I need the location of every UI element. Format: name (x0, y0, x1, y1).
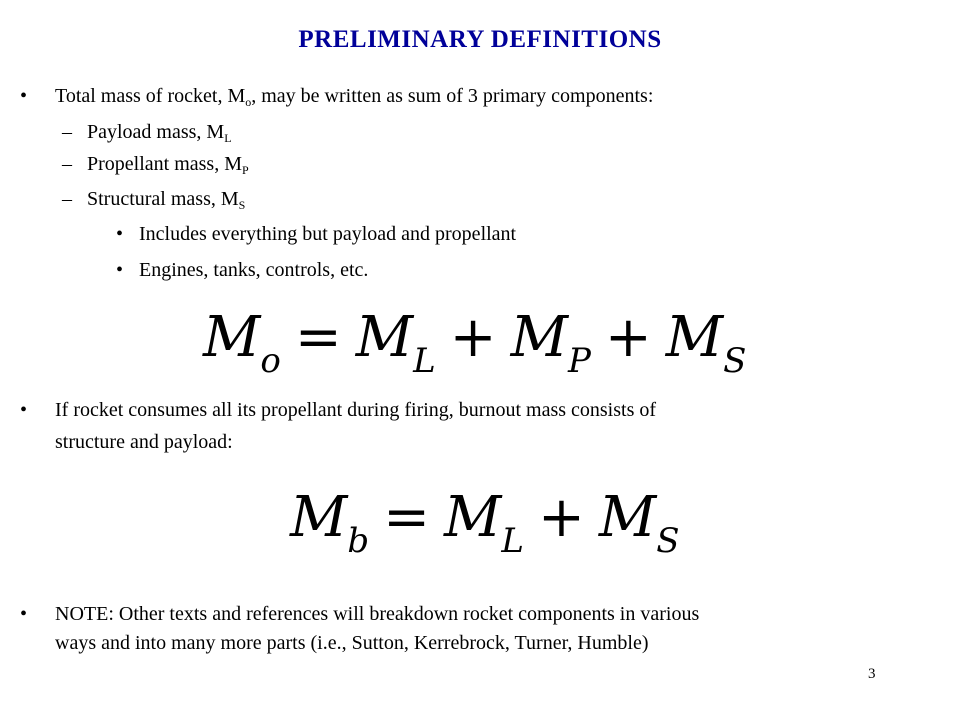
note-line-1: NOTE: Other texts and references will breakdown rocket components in various (55, 603, 700, 625)
eq-subscript: S (723, 341, 747, 381)
total-mass-line (55, 84, 653, 108)
eq-subscript: b (347, 521, 370, 561)
eq-plus: + (537, 485, 585, 550)
eq-symbol: M (598, 485, 657, 550)
eq-symbol: M (355, 305, 414, 370)
burnout-equation (290, 485, 680, 561)
note-line-2: ways and into many more parts (i.e., Sutton, Kerrebrock, Turner, Humble) (55, 632, 649, 654)
total-mass-subscript: o (245, 95, 252, 109)
eq-subscript: P (567, 341, 591, 381)
dash: – (62, 153, 72, 175)
bullet-marker: • (20, 603, 28, 625)
eq-equals: = (294, 305, 342, 370)
eq-subscript: L (413, 341, 436, 381)
structural-note: Includes everything but payload and propellant (139, 223, 517, 245)
component-subscript: S (238, 198, 246, 212)
component-structural (62, 187, 245, 211)
eq-plus: + (604, 305, 652, 370)
dash: – (62, 188, 72, 210)
burnout-line-2: structure and payload: (55, 431, 233, 453)
eq-plus: + (449, 305, 497, 370)
dash: – (62, 121, 72, 143)
slide-title: PRELIMINARY DEFINITIONS (298, 26, 662, 53)
eq-subscript: o (260, 341, 281, 381)
component-propellant (62, 152, 249, 176)
eq-symbol: M (290, 485, 348, 550)
bullet-marker: • (116, 259, 124, 281)
eq-equals: = (383, 485, 431, 550)
component-label: Structural mass, M (87, 188, 239, 210)
bullet-marker: • (20, 85, 28, 107)
component-payload (62, 120, 232, 144)
eq-symbol: M (510, 305, 568, 370)
bullet-marker: • (116, 223, 124, 245)
page-number: 3 (868, 666, 876, 682)
component-label: Payload mass, M (87, 121, 225, 143)
eq-symbol: M (444, 485, 502, 550)
eq-subscript: S (656, 521, 680, 561)
component-subscript: P (242, 163, 249, 177)
eq-symbol: M (665, 305, 724, 370)
component-subscript: L (224, 131, 232, 145)
total-mass-text: Total mass of rocket, M (55, 85, 246, 107)
mass-equation (203, 305, 747, 381)
structural-note: Engines, tanks, controls, etc. (139, 259, 369, 281)
total-mass-text-end: , may be written as sum of 3 primary components: (251, 85, 654, 107)
eq-symbol: M (203, 305, 261, 370)
burnout-line-1: If rocket consumes all its propellant during firing, burnout mass consists of (55, 399, 657, 421)
bullet-marker: • (20, 399, 28, 421)
eq-subscript: L (501, 521, 524, 561)
component-label: Propellant mass, M (87, 153, 242, 175)
